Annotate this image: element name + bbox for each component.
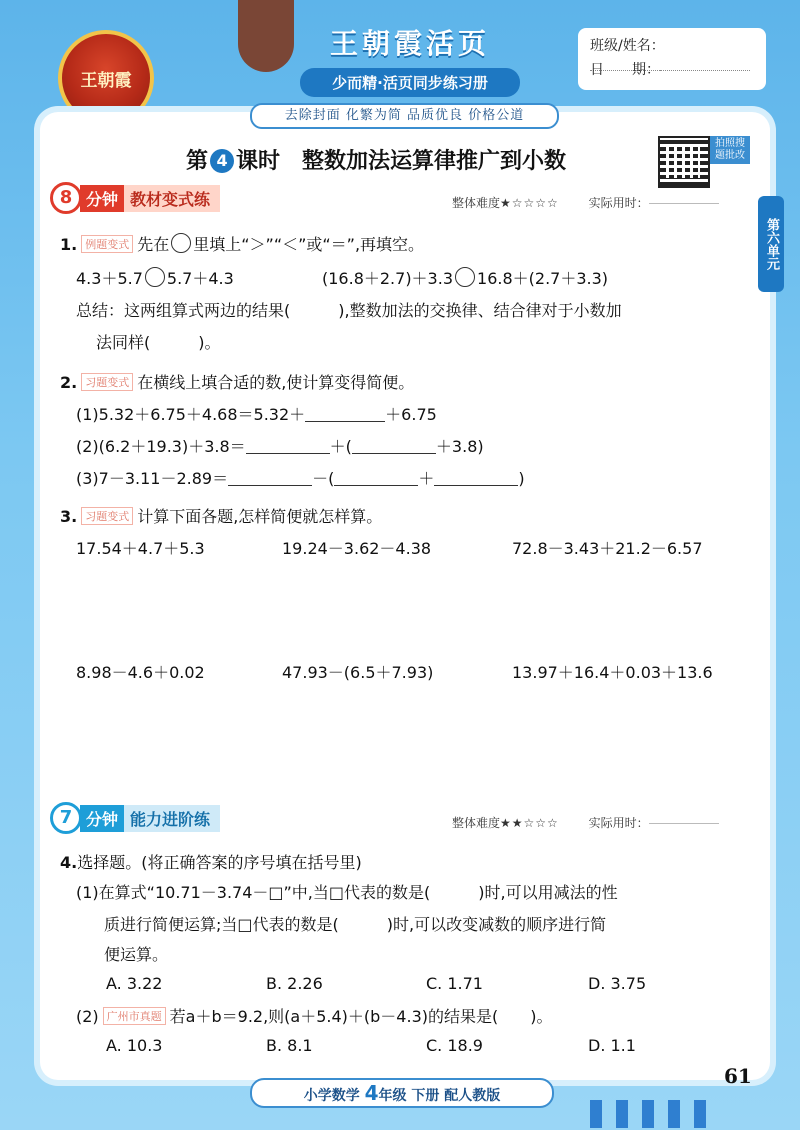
q2-l2-a: (2)(6.2＋19.3)＋3.8＝ [76, 437, 246, 456]
q2-l1-a: (1)5.32＋6.75＋4.68＝5.32＋ [76, 405, 306, 424]
q3-number: 3. [60, 507, 78, 526]
q4-p1-line3: 便运算。 [104, 945, 169, 964]
calc-item: 8.98－4.6＋0.02 [76, 663, 205, 682]
expr2-left: (16.8＋2.7)＋3.3 [322, 269, 454, 288]
q3-stem [60, 504, 382, 527]
time-field[interactable] [649, 203, 719, 204]
difficulty-stars: ★☆☆☆☆ [500, 196, 559, 210]
brand-name: 王朝霞活页 [329, 27, 490, 60]
binding-marks [590, 1100, 720, 1130]
lesson-name: 课时 整数加法运算律推广到小数 [236, 149, 567, 174]
option-d[interactable]: D. 1.1 [588, 1036, 636, 1055]
q4-p1-line1: (1)在算式“10.71－3.74－□”中,当□代表的数是( )时,可以用减法的性 [76, 883, 618, 902]
difficulty-1 [452, 194, 719, 211]
q4-stem [60, 850, 362, 873]
option-a[interactable]: A. 10.3 [106, 1036, 163, 1055]
answer-blank[interactable] [352, 453, 436, 454]
q2-tag: 习题变式 [81, 373, 133, 391]
q4-p2-text: 若a＋b＝9.2,则(a＋5.4)＋(b－4.3)的结果是( )。 [169, 1007, 553, 1026]
q2-line-1 [76, 402, 437, 425]
calc-item: 72.8－3.43＋21.2－6.57 [512, 539, 703, 558]
lesson-number: 4 [210, 149, 234, 173]
option-d[interactable]: D. 3.75 [588, 974, 647, 993]
calc-item: 47.93－(6.5＋7.93) [282, 663, 434, 682]
option-b[interactable]: B. 2.26 [266, 974, 323, 993]
student-info-box [578, 28, 766, 90]
expr1-right: 5.7＋4.3 [166, 269, 234, 288]
section-header-1 [50, 184, 220, 212]
q1-stem [60, 232, 424, 255]
q2-l3-a: (3)7－3.11－2.89＝ [76, 469, 229, 488]
q2-l1-b: ＋6.75 [385, 405, 437, 424]
section-label: 教材变式练 [124, 185, 220, 212]
thumb-shadow [238, 0, 294, 72]
expr1-left: 4.3＋5.7 [76, 269, 143, 288]
minutes-label: 分钟 [80, 185, 124, 212]
section-header-2 [50, 804, 220, 832]
minutes-label: 分钟 [80, 805, 124, 832]
slogan-banner: 去除封面 化繁为简 品质优良 价格公道 [250, 103, 559, 129]
brand-block [300, 22, 520, 97]
q1-summary-2: 法同样( )。 [96, 333, 221, 352]
circle-icon [171, 233, 191, 253]
q4-p2-stem [76, 1004, 552, 1027]
option-a[interactable]: A. 3.22 [106, 974, 163, 993]
q2-l2-c: ＋3.8) [435, 437, 484, 456]
q4-number: 4. [60, 853, 78, 872]
q1-expr2 [322, 266, 608, 289]
time-label: 实际用时： [588, 196, 649, 210]
calc-item: 13.97＋16.4＋0.03＋13.6 [512, 663, 713, 682]
q3-tag: 习题变式 [81, 507, 133, 525]
date-field[interactable] [660, 70, 750, 71]
footer-volume: 下册 [411, 1088, 440, 1104]
section-label: 能力进阶练 [124, 805, 220, 832]
answer-blank[interactable] [228, 485, 312, 486]
q4-p2-prefix: (2) [76, 1007, 99, 1026]
footer-grade-number: 4 [364, 1081, 379, 1105]
difficulty-label: 整体难度 [452, 196, 501, 210]
page-number: 61 [724, 1064, 752, 1088]
q2-stem-text: 在横线上填合适的数,使计算变得简便。 [137, 373, 415, 392]
q2-line-2 [76, 434, 484, 457]
q2-stem [60, 370, 414, 393]
q1-expr1 [76, 266, 234, 289]
logo-text: 王朝霞 [80, 70, 132, 91]
option-c[interactable]: C. 18.9 [426, 1036, 483, 1055]
calc-item: 19.24－3.62－4.38 [282, 539, 432, 558]
q4-p1-line2: 质进行简便运算;当□代表的数是( )时,可以改变减数的顺序进行简 [104, 915, 607, 934]
calc-item: 17.54＋4.7＋5.3 [76, 539, 205, 558]
answer-blank[interactable] [434, 485, 518, 486]
q1-number: 1. [60, 235, 78, 254]
footer-banner [250, 1078, 554, 1108]
lesson-title [186, 144, 566, 175]
q1-stem-a: 先在 [137, 235, 170, 254]
section-minutes: 7 [50, 802, 82, 834]
q4-p2-tag: 广州市真题 [103, 1007, 166, 1025]
time-label: 实际用时： [588, 816, 649, 830]
q2-l3-d: ) [518, 469, 525, 488]
q2-line-3 [76, 466, 525, 489]
lesson-prefix: 第 [186, 149, 209, 174]
footer-subject: 小学数学 [303, 1088, 360, 1104]
difficulty-label: 整体难度 [452, 816, 501, 830]
answer-blank[interactable] [246, 453, 330, 454]
expr2-right: 16.8＋(2.7＋3.3) [477, 269, 609, 288]
q2-l3-b: －( [312, 469, 335, 488]
q1-stem-b: 里填上“＞”“＜”或“＝”,再填空。 [193, 235, 425, 254]
option-c[interactable]: C. 1.71 [426, 974, 483, 993]
answer-blank[interactable] [334, 485, 418, 486]
q1-summary-1: 总结：这两组算式两边的结果( ),整数加法的交换律、结合律对于小数加 [76, 301, 622, 320]
footer-edition: 配人教版 [444, 1088, 501, 1104]
class-name-label: 班级/姓名： [590, 38, 665, 54]
qr-label: 拍照搜题批改 [710, 136, 750, 164]
q2-l2-b: ＋( [329, 437, 352, 456]
section-minutes: 8 [50, 182, 82, 214]
date-label: 日 期： [590, 62, 660, 78]
q3-stem-text: 计算下面各题,怎样简便就怎样算。 [137, 507, 383, 526]
option-b[interactable]: B. 8.1 [266, 1036, 313, 1055]
q2-l3-c: ＋ [418, 469, 435, 488]
difficulty-stars: ★★☆☆☆ [500, 816, 559, 830]
brand-subtitle: 少而精·活页同步练习册 [300, 68, 520, 97]
compare-circle-2[interactable] [455, 267, 475, 287]
difficulty-2 [452, 814, 719, 831]
unit-tab: 第六单元 [758, 196, 784, 292]
q1-tag: 例题变式 [81, 235, 133, 253]
footer-grade-suffix: 年级 [378, 1088, 407, 1104]
q2-number: 2. [60, 373, 78, 392]
answer-blank[interactable] [305, 421, 385, 422]
qr-code-icon[interactable] [658, 136, 710, 188]
time-field[interactable] [649, 823, 719, 824]
q4-stem-text: 选择题。(将正确答案的序号填在括号里) [77, 853, 362, 872]
compare-circle-1[interactable] [145, 267, 165, 287]
